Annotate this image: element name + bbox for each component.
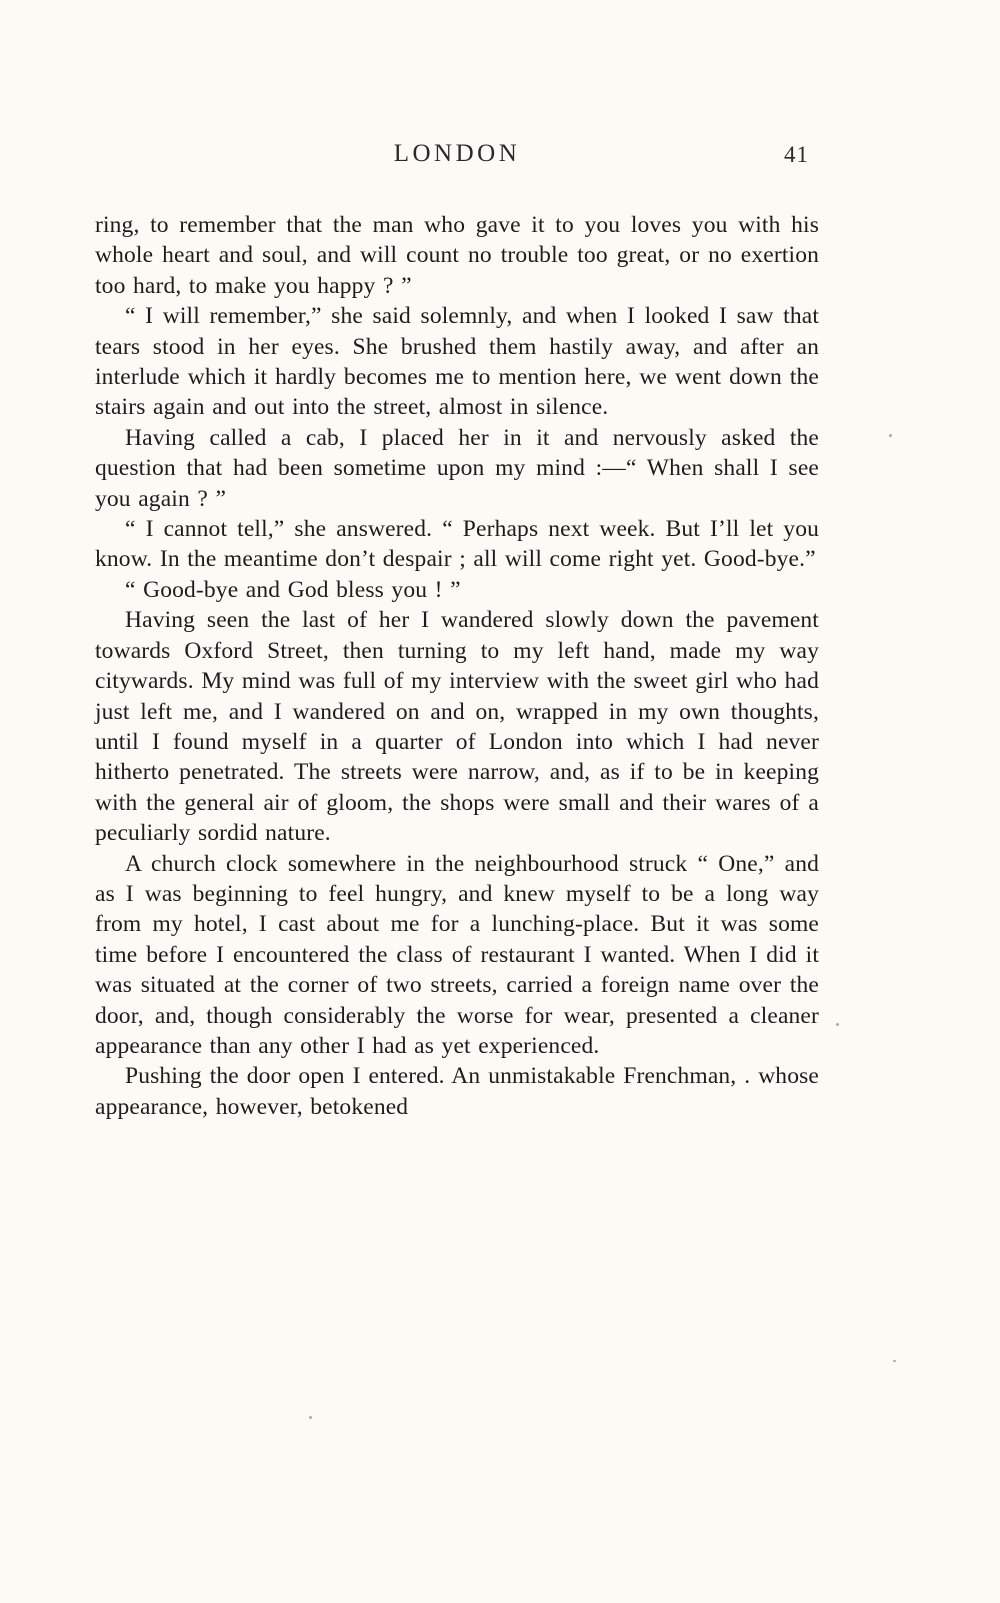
paragraph: “ I will remember,” she said solemnly, and when I looked I saw that tears stood in her eyes. She brushed them hastily away, and after an interlude which it hardly becomes me to mention here, we went down the stairs again and out into the street, almost in silence. bbox=[95, 303, 819, 421]
paragraph: “ I cannot tell,” she answered. “ Perhaps next week. But I’ll let you know. In the meantime don’t despair ; all will come right yet. Good-bye.” bbox=[95, 516, 819, 573]
scan-speck bbox=[836, 1023, 839, 1026]
page-header bbox=[95, 140, 819, 174]
scan-speck bbox=[893, 1360, 896, 1362]
scan-speck bbox=[889, 434, 892, 437]
page-content bbox=[95, 140, 819, 1122]
paragraph: Pushing the door open I entered. An unmistakable Frenchman, . whose appearance, however, betokened bbox=[95, 1063, 819, 1120]
paragraph-continuation: ring, to remember that the man who gave it to you loves you with his whole heart and soul, and will count no trouble too great, or no exertion too hard, to make you happy ? ” bbox=[95, 212, 819, 299]
body-text bbox=[95, 210, 819, 1122]
page-number: 41 bbox=[784, 142, 809, 167]
running-title: LONDON bbox=[393, 140, 521, 167]
paragraph: A church clock somewhere in the neighbourhood struck “ One,” and as I was beginning to feel hungry, and knew myself to be a long way from my hotel, I cast about me for a lunching-place. But it was some time before I encountered the class of restaurant I wanted. When I did it was situated at the corner of two streets, carried a foreign name over the door, and, though considerably the worse for wear, presented a cleaner appearance than any other I had as yet experienced. bbox=[95, 850, 819, 1059]
paragraph: Having called a cab, I placed her in it and nervously asked the question that had been sometime upon my mind :—“ When shall I see you again ? ” bbox=[95, 424, 819, 512]
paragraph: “ Good-bye and God bless you ! ” bbox=[125, 576, 461, 603]
paragraph: Having seen the last of her I wandered slowly down the pavement towards Oxford Street, then turning to my left hand, made my way citywards. My mind was full of my interview with the sweet girl who had just left me, and I wandered on and on, wrapped in my own thoughts, until I found myself in a quarter of London into which I had never hitherto penetrated. The streets were narrow, and, as if to be in keeping with the general air of gloom, the shops were small and their wares of a peculiarly sordid nature. bbox=[95, 607, 819, 847]
scan-speck bbox=[309, 1416, 312, 1419]
